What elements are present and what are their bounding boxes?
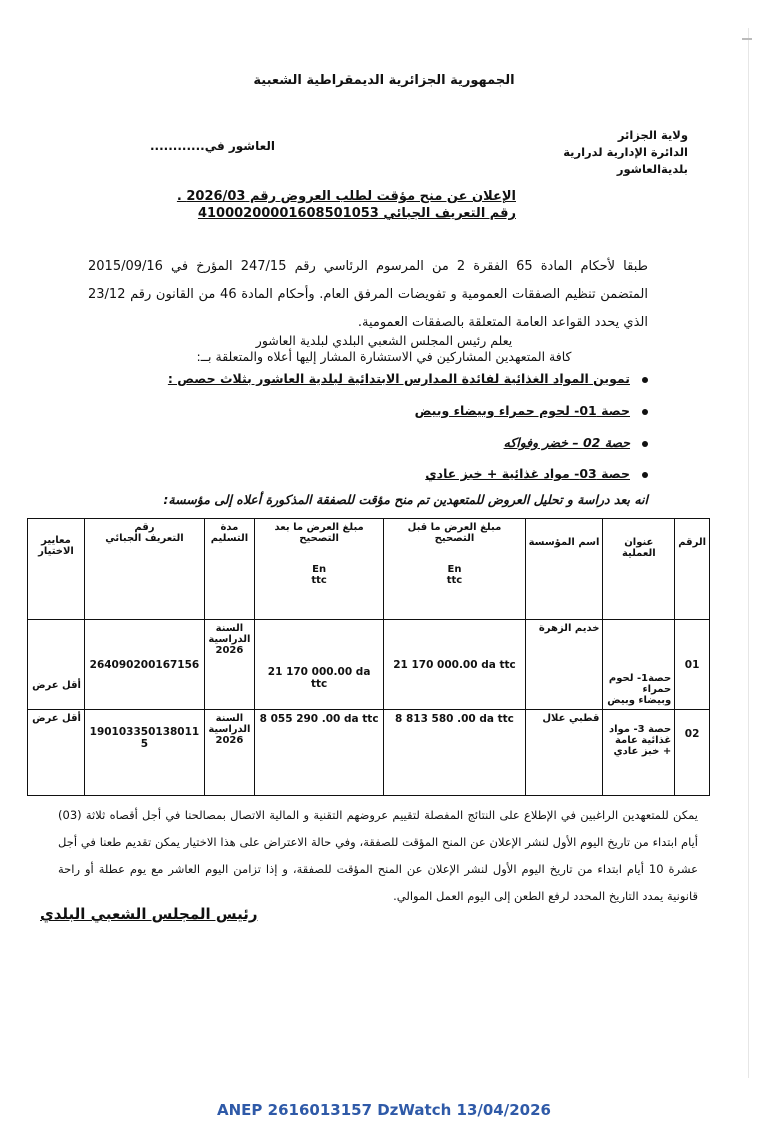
- row-criteria: أقل عرض: [28, 710, 85, 796]
- bullet-dot-icon: [642, 472, 648, 478]
- row-num: 01: [675, 620, 710, 710]
- bullet-item: حصة 01- لحوم حمراء وبيضاء وبيض: [415, 403, 648, 418]
- bullet-item: تموين المواد الغذائية لفائدة المدارس الابتدائية لبلدية العاشور بثلاث حصص :: [168, 371, 648, 386]
- bullet-dot-icon: [642, 409, 648, 415]
- table-row: [28, 710, 710, 796]
- bullet-item: حصة 02 – خضر وفواكه: [504, 435, 648, 450]
- bullet-dot-icon: [642, 377, 648, 383]
- header-num: الرقم: [675, 519, 710, 620]
- after-label: مبلغ العرض ما بعد التصحيح: [274, 522, 364, 544]
- president-line-2: كافة المتعهدين المشاركين في الاستشارة المشار إليها أعلاه والمتعلقة بــ:: [196, 349, 572, 364]
- row-num: 02: [675, 710, 710, 796]
- header-duration: مدة التسليم: [204, 519, 254, 620]
- row-after: 8 055 290 .00 da ttc: [254, 710, 383, 796]
- bullet-dot-icon: [642, 441, 648, 447]
- row-operation: حصة 3- مواد غذائية عامة + خبز عادي: [603, 710, 675, 796]
- president-line-1: يعلم رئيس المجلس الشعبي البلدي لبلدية العاشور: [255, 333, 513, 348]
- republic-title: الجمهورية الجزائرية الديمقراطية الشعبية: [253, 73, 515, 88]
- bullet-item: حصة 03- مواد غذائية + خبز عادي: [425, 466, 648, 481]
- header-criteria: معايير الاختيار: [28, 519, 85, 620]
- header-company: اسم المؤسسة: [525, 519, 603, 620]
- issuer-block: [563, 127, 688, 178]
- after-en-ttc: En ttc: [311, 564, 327, 586]
- row-before: 8 813 580 .00 da ttc: [384, 710, 525, 796]
- table-header-row: [28, 519, 710, 620]
- row-before: 21 170 000.00 da ttc: [384, 620, 525, 710]
- row-duration: السنة الدراسية 2026: [204, 710, 254, 796]
- row-company: خديم الزهرة: [525, 620, 603, 710]
- row-company: قطبي علال: [525, 710, 603, 796]
- notice-tax-id: رقم التعريف الجبائي 410002000016085010​53: [197, 206, 516, 221]
- daira-line: الدائرة الإدارية لدرارية: [563, 145, 688, 159]
- president-announcement: [0, 333, 768, 365]
- header-tax-id: رقم التعريف الجبائي: [84, 519, 204, 620]
- row-operation: حصة1- لحوم حمراء وبيضاء وبيض: [603, 620, 675, 710]
- award-table: [27, 518, 710, 796]
- row-criteria: أقل عرض: [28, 620, 85, 710]
- page-corner-mark: [742, 38, 752, 40]
- signature: رئيس المجلس الشعبي البلدي: [40, 905, 258, 923]
- header-operation: عنوان العملية: [603, 519, 675, 620]
- appeal-paragraph: يمكن للمتعهدين الراغبين في الإطلاع على النتائج المفصلة لتقييم عروضهم التقنية و المالية الاتصال بمصالحنا في أجل أقصاه ثلاثة (03) أيام ابتداء من تاريخ اليوم الأول لنشر الإعلان عن المنح المؤقت للصفقة، وفي حالة الاعتراض على هذا الاختيار يمكن تقديم طعنا في أجل عشرة 10 أيام ابتداء من تاريخ اليوم الأول لنشر الإعلان عن المنح المؤقت للصفقة، و إذا تزامن اليوم العاشر مع يوم عطلة أو راحة قانونية يمدد التاريخ المحدد لرفع الطعن إلى اليوم العمل الموالي.: [58, 808, 698, 903]
- wilaya-line: ولاية الجزائر: [617, 128, 688, 142]
- before-en-ttc: En ttc: [446, 564, 463, 586]
- row-tax-id: 190103350138011​5: [84, 710, 204, 796]
- before-label: مبلغ العرض ما قبل التصحيح: [407, 522, 502, 544]
- row-duration: السنة الدراسية 2026: [204, 620, 254, 710]
- row-after: 21 170 000.00 da ttc: [254, 620, 383, 710]
- award-intro: انه بعد دراسة و تحليل العروض للمتعهدين تم منح مؤقت للصفقة المذكورة أعلاه إلى مؤسسة:: [163, 492, 648, 507]
- notice-title: الإعلان عن منح مؤقت لطلب العروض رقم 2026/03 .: [176, 189, 516, 204]
- row-tax-id: 264090200167156: [84, 620, 204, 710]
- notice-heading: [177, 188, 516, 222]
- anep-footer: ANEP 2616013157 DzWatch 13/04/2026: [217, 1101, 551, 1119]
- date-place: العاشور في............: [150, 139, 276, 153]
- page-margin-line: [748, 28, 749, 1078]
- header-before-correction: [384, 519, 525, 620]
- table-row: [28, 620, 710, 710]
- header-after-correction: [254, 519, 383, 620]
- intro-paragraph: طبقا لأحكام المادة 65 الفقرة 2 من المرسوم الرئاسي رقم 247/15 المؤرخ في 2015/09/16 المتضمن تنظيم الصفقات العمومية و تفويضات المرفق العام. وأحكام المادة 46 من القانون رقم 23/12 الذي يحدد القواعد العامة المتعلقة بالصفقات العمومية.: [88, 259, 648, 330]
- commune-line: بلديةالعاشور: [616, 162, 688, 176]
